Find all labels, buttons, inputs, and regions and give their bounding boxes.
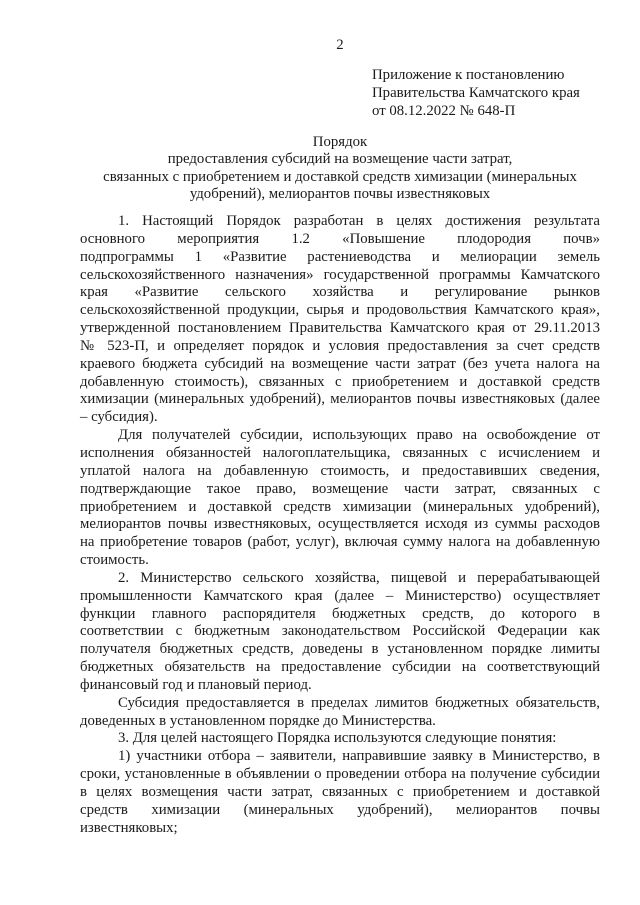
paragraph-line: основного мероприятия 1.2 «Повышение плодородия почв» [80,230,600,247]
paragraph-line: приобретением и доставкой средств химизации (минеральных удобрений), [80,498,600,515]
paragraph-line: подпрограммы 1 «Развитие растениеводства и мелиорации земель [80,248,600,265]
paragraph-line: Субсидия предоставляется в пределах лимитов бюджетных обязательств, [118,694,600,711]
paragraph-line: функции главного распорядителя бюджетных средств, до которого в [80,605,600,622]
paragraph-line: уплатой налога на добавленную стоимость, и предоставивших сведения, [80,462,600,479]
paragraph-line: получателя бюджетных средств, доведены в установленном порядке лимиты [80,641,600,658]
paragraph-line: в целях возмещения части затрат, связанных с приобретением и доставкой [80,784,600,800]
document-title [80,134,600,204]
page-number: 2 [336,37,344,53]
paragraph-line: 1) участники отбора – заявители, направившие заявку в Министерство, в [118,748,600,765]
paragraph-line: мелиорантов почвы известняковых, осуществляется исходя из суммы расходов [80,516,600,533]
paragraph [80,748,600,837]
title-heading: Порядок [312,134,368,150]
paragraph-line: 3. Для целей настоящего Порядка используются следующие понятия: [118,730,557,747]
paragraph-line: сроки, установленные в объявлении о проведении отбора на получение субсидии [80,766,600,783]
paragraph [80,427,600,570]
paragraph-line: химизации (минеральных удобрений), мелиорантов почвы известняковых (далее [80,391,600,408]
paragraph [80,213,600,427]
paragraph-line: № 523-П, и определяет порядок и условия предоставления за счет средств [80,337,600,354]
title-line: удобрений), мелиорантов почвы известняковых [189,186,491,203]
paragraph-line: промышленности Камчатского края (далее – Министерство) осуществляет [80,587,600,604]
approval-line: Правительства Камчатского края [372,85,580,101]
paragraph [80,695,600,731]
paragraph-line: доведенных в установленном порядке до Министерства. [80,712,436,729]
paragraph-line: Для получателей субсидии, использующих право на освобождение от [118,427,600,444]
paragraph-line: бюджетных обязательств на предоставление субсидии на соответствующий [80,659,600,676]
title-line: предоставления субсидий на возмещение части затрат, [167,151,513,168]
approval-line: от 08.12.2022 № 648-П [372,103,516,119]
paragraph [80,730,600,748]
paragraph-line: подтверждающие такое право, возмещение части затрат, связанных с [80,480,600,497]
paragraph-line: 1. Настоящий Порядок разработан в целях достижения результата [118,213,600,229]
paragraph-line: соответствии с бюджетным законодательством Российской Федерации как [80,623,600,640]
paragraph-line: 2. Министерство сельского хозяйства, пищевой и перерабатывающей [118,569,600,586]
paragraph-line: сельскохозяйственной продукции, сырья и продовольствия Камчатского края», [80,302,600,319]
paragraph-line: края «Развитие сельского хозяйства и регулирование рынков [80,284,600,301]
paragraph-line: средств химизации (минеральных удобрений), мелиорантов почвы [80,801,600,818]
paragraph [80,570,600,695]
paragraph-line: краевого бюджета субсидий на возмещение части затрат (без учета налога на [80,355,600,372]
paragraph-line: на приобретение товаров (работ, услуг), включая сумму налога на добавленную [80,534,600,551]
paragraph-line: известняковых; [80,819,178,836]
paragraph-line: сельскохозяйственного назначения» государственной программы Камчатского [80,266,600,283]
paragraph-line: добавленную стоимость), связанных с приобретением и доставкой средств [80,373,600,390]
paragraph-line: утвержденной постановлением Правительства Камчатского края от 29.11.2013 [80,320,600,337]
approval-block [372,66,622,120]
title-line: связанных с приобретением и доставкой средств химизации (минеральных [103,168,577,185]
paragraph-line: финансовый год и плановый период. [80,676,312,693]
paragraph-line: исполнения обязанностей налогоплательщика, связанных с исчислением и [80,444,600,461]
approval-line: Приложение к постановлению [372,67,565,83]
paragraph-line: – субсидия). [80,409,158,426]
document-body [80,213,600,838]
paragraph-line: стоимость. [80,552,149,569]
